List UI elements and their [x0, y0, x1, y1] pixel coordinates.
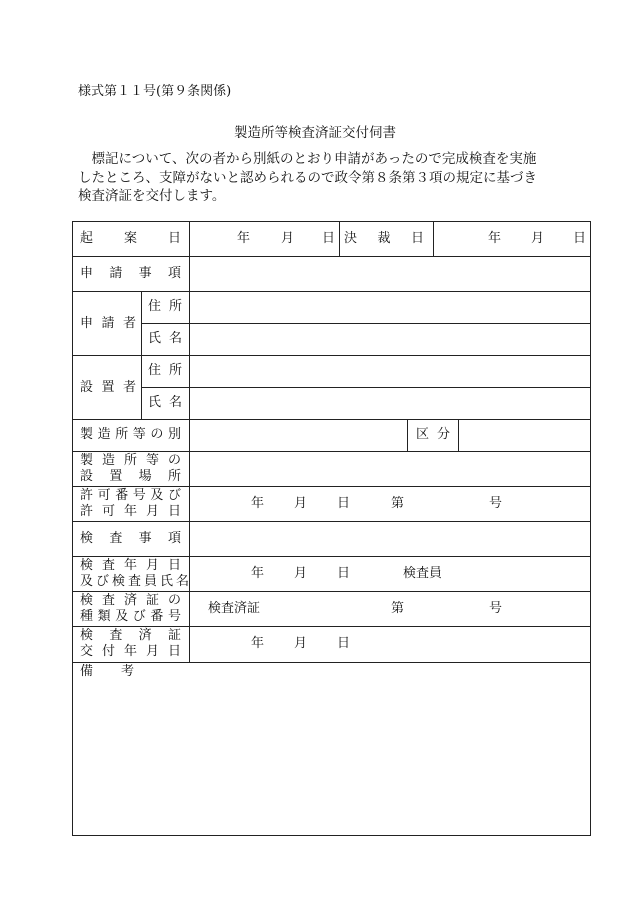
applicant-name-label: 氏名: [148, 331, 182, 346]
issue-year-unit: 年: [251, 636, 265, 651]
permit-go: 号: [489, 496, 503, 511]
location-label-line-1: 製造所等の: [80, 453, 181, 468]
decision-month-unit: 月: [531, 231, 545, 246]
applicant-address-label: 住所: [148, 299, 182, 314]
cert-kind-label-line-2: 種類及び番号: [80, 609, 181, 624]
document-title: 製造所等検査済証交付伺書: [234, 125, 396, 141]
facility-type-label: 製造所等の別: [80, 427, 181, 442]
draft-day-unit: 日: [322, 231, 336, 246]
column-line: [407, 419, 408, 451]
column-line: [339, 221, 340, 256]
installer-name-label: 氏名: [148, 395, 182, 410]
table-border-bottom: [72, 835, 591, 836]
inspection-date-label-line-1: 検査年月日: [80, 558, 181, 573]
inspection-matter-label: 検査事項: [80, 531, 181, 546]
category-label: 区分: [416, 427, 450, 442]
column-line: [433, 221, 434, 256]
row-line: [72, 591, 591, 592]
permit-label-line-1: 許可番号及び: [80, 488, 181, 503]
column-line: [458, 419, 459, 451]
row-line: [141, 387, 591, 388]
row-line: [72, 355, 591, 356]
cert-kind-label-line-1: 検査済証の: [80, 593, 181, 608]
intro-paragraph: [78, 150, 537, 206]
issue-day-unit: 日: [337, 636, 351, 651]
row-line: [141, 323, 591, 324]
row-line: [72, 486, 591, 487]
cert-label: 検査済証: [208, 601, 261, 616]
permit-year-unit: 年: [251, 496, 265, 511]
draft-year-unit: 年: [237, 231, 251, 246]
issue-date-label-line-2: 交付年月日: [80, 644, 181, 659]
row-line: [72, 556, 591, 557]
permit-day-unit: 日: [337, 496, 351, 511]
installer-address-label: 住所: [148, 363, 182, 378]
inspector-label: 検査員: [403, 566, 443, 581]
inspection-year-unit: 年: [251, 566, 265, 581]
location-label-line-2: 設置場所: [80, 469, 181, 484]
permit-dai: 第: [391, 496, 405, 511]
form-number: 様式第１１号(第９条関係): [78, 84, 232, 99]
cert-dai: 第: [391, 601, 405, 616]
table-border-right: [590, 221, 591, 836]
remarks-label: 備考: [80, 664, 134, 679]
draft-month-unit: 月: [281, 231, 295, 246]
label-column-line: [189, 221, 190, 662]
permit-month-unit: 月: [294, 496, 308, 511]
sub-label-column-line: [141, 291, 142, 419]
row-line: [72, 291, 591, 292]
intro-line-1: 標記について、次の者から別紙のとおり申請があったので完成検査を実施: [78, 151, 537, 167]
cert-go: 号: [489, 601, 503, 616]
table-border-left: [72, 221, 73, 836]
issue-date-label-line-1: 検査済証: [80, 628, 181, 643]
intro-line-2: したところ、支障がないと認められるので政令第８条第３項の規定に基づき: [78, 169, 537, 186]
decision-year-unit: 年: [488, 231, 502, 246]
permit-label-line-2: 許可年月日: [80, 504, 181, 519]
decision-day-unit: 日: [573, 231, 587, 246]
applicant-label: 申請者: [80, 316, 136, 331]
row-line: [72, 521, 591, 522]
inspection-month-unit: 月: [294, 566, 308, 581]
inspection-date-label-line-2: 及び検査員氏名: [80, 574, 189, 589]
row-line: [72, 419, 591, 420]
decision-date-label: 決裁日: [344, 231, 424, 246]
issue-month-unit: 月: [294, 636, 308, 651]
installer-label: 設置者: [80, 380, 136, 395]
row-line: [72, 451, 591, 452]
inspection-day-unit: 日: [337, 566, 351, 581]
row-line: [72, 662, 591, 663]
application-matter-label: 申請事項: [80, 266, 181, 281]
row-line: [72, 256, 591, 257]
table-border-top: [72, 221, 591, 222]
intro-line-3: 検査済証を交付します。: [78, 188, 226, 204]
row-line: [72, 626, 591, 627]
draft-date-label: 起案日: [80, 231, 181, 246]
